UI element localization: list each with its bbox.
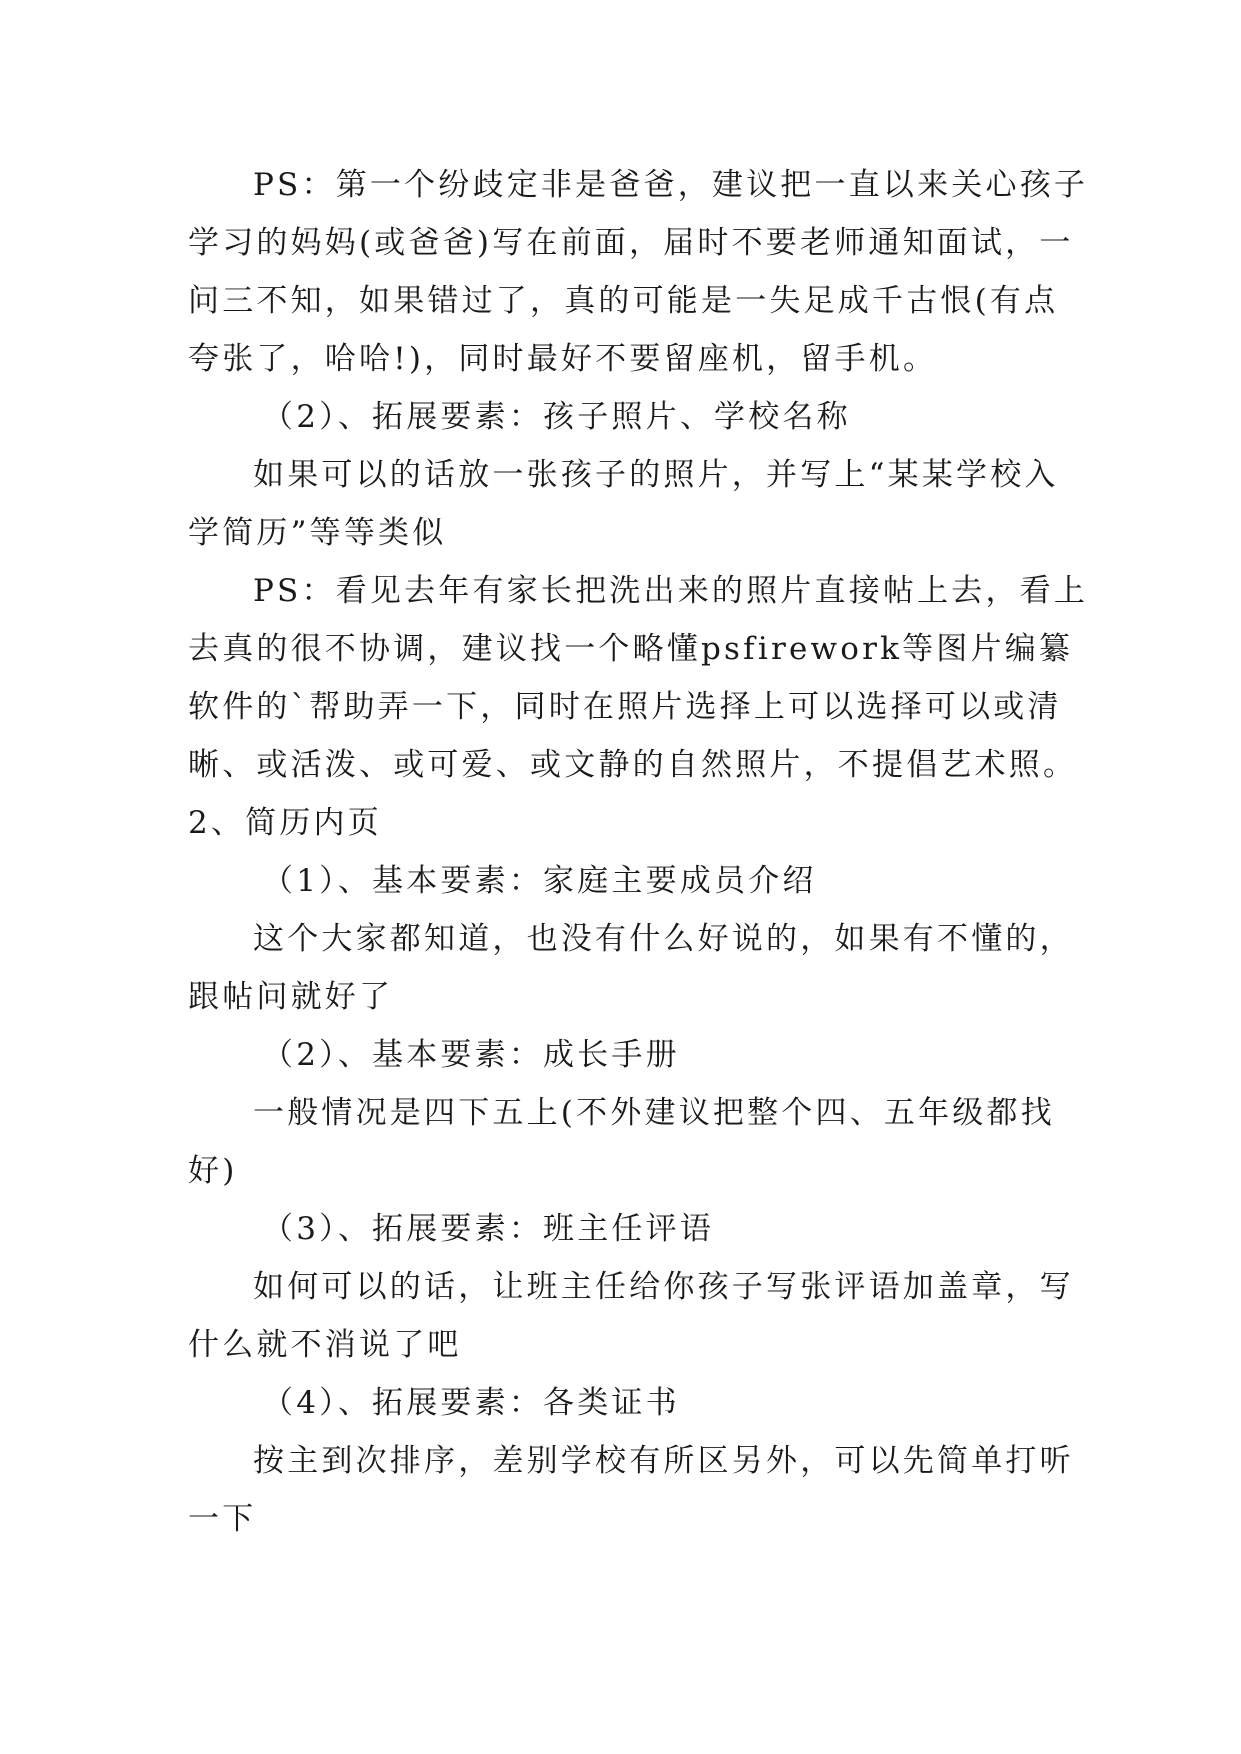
paragraph-line: 什么就不消说了吧: [188, 1327, 462, 1363]
paragraph-line: 夸张了，哈哈!)，同时最好不要留座机，留手机。: [188, 341, 938, 377]
section-heading: （2）、拓展要素：孩子照片、学校名称: [262, 399, 851, 435]
paragraph-line: 软件的`帮助弄一下，同时在照片选择上可以选择可以或清: [188, 689, 1062, 725]
paragraph-line: 跟帖问就好了: [188, 979, 394, 1015]
paragraph-line: PS：看见去年有家长把洗出来的照片直接帖上去，看上: [253, 573, 1089, 609]
paragraph-line: 一下: [188, 1501, 257, 1537]
paragraph-line: 晰、或活泼、或可爱、或文静的自然照片，不提倡艺术照。: [188, 747, 1078, 783]
paragraph-line: 去真的很不协调，建议找一个略懂psfirework等图片编纂: [188, 631, 1074, 667]
paragraph-line: 一般情况是四下五上(不外建议把整个四、五年级都找: [253, 1095, 1055, 1131]
paragraph-line: 学简历”等等类似: [188, 515, 447, 551]
section-heading: 2、简历内页: [188, 805, 382, 841]
paragraph-line: 问三不知，如果错过了，真的可能是一失足成千古恨(有点: [188, 283, 1059, 319]
paragraph-line: 按主到次排序，差别学校有所区另外，可以先简单打听: [253, 1443, 1074, 1479]
section-heading: （4）、拓展要素：各类证书: [262, 1385, 680, 1421]
paragraph-line: 这个大家都知道，也没有什么好说的，如果有不懂的，: [253, 921, 1074, 957]
section-heading: （3）、拓展要素：班主任评语: [262, 1211, 715, 1247]
section-heading: （2）、基本要素：成长手册: [262, 1037, 680, 1073]
paragraph-line: 如何可以的话，让班主任给你孩子写张评语加盖章，写: [253, 1269, 1074, 1305]
paragraph-line: 好): [188, 1153, 238, 1189]
paragraph-line: PS：第一个纷歧定非是爸爸，建议把一直以来关心孩子: [253, 167, 1089, 203]
paragraph-line: 如果可以的话放一张孩子的照片，并写上“某某学校入: [253, 457, 1059, 493]
section-heading: （1）、基本要素：家庭主要成员介绍: [262, 863, 817, 899]
paragraph-line: 学习的妈妈(或爸爸)写在前面，届时不要老师通知面试，一: [188, 225, 1074, 261]
